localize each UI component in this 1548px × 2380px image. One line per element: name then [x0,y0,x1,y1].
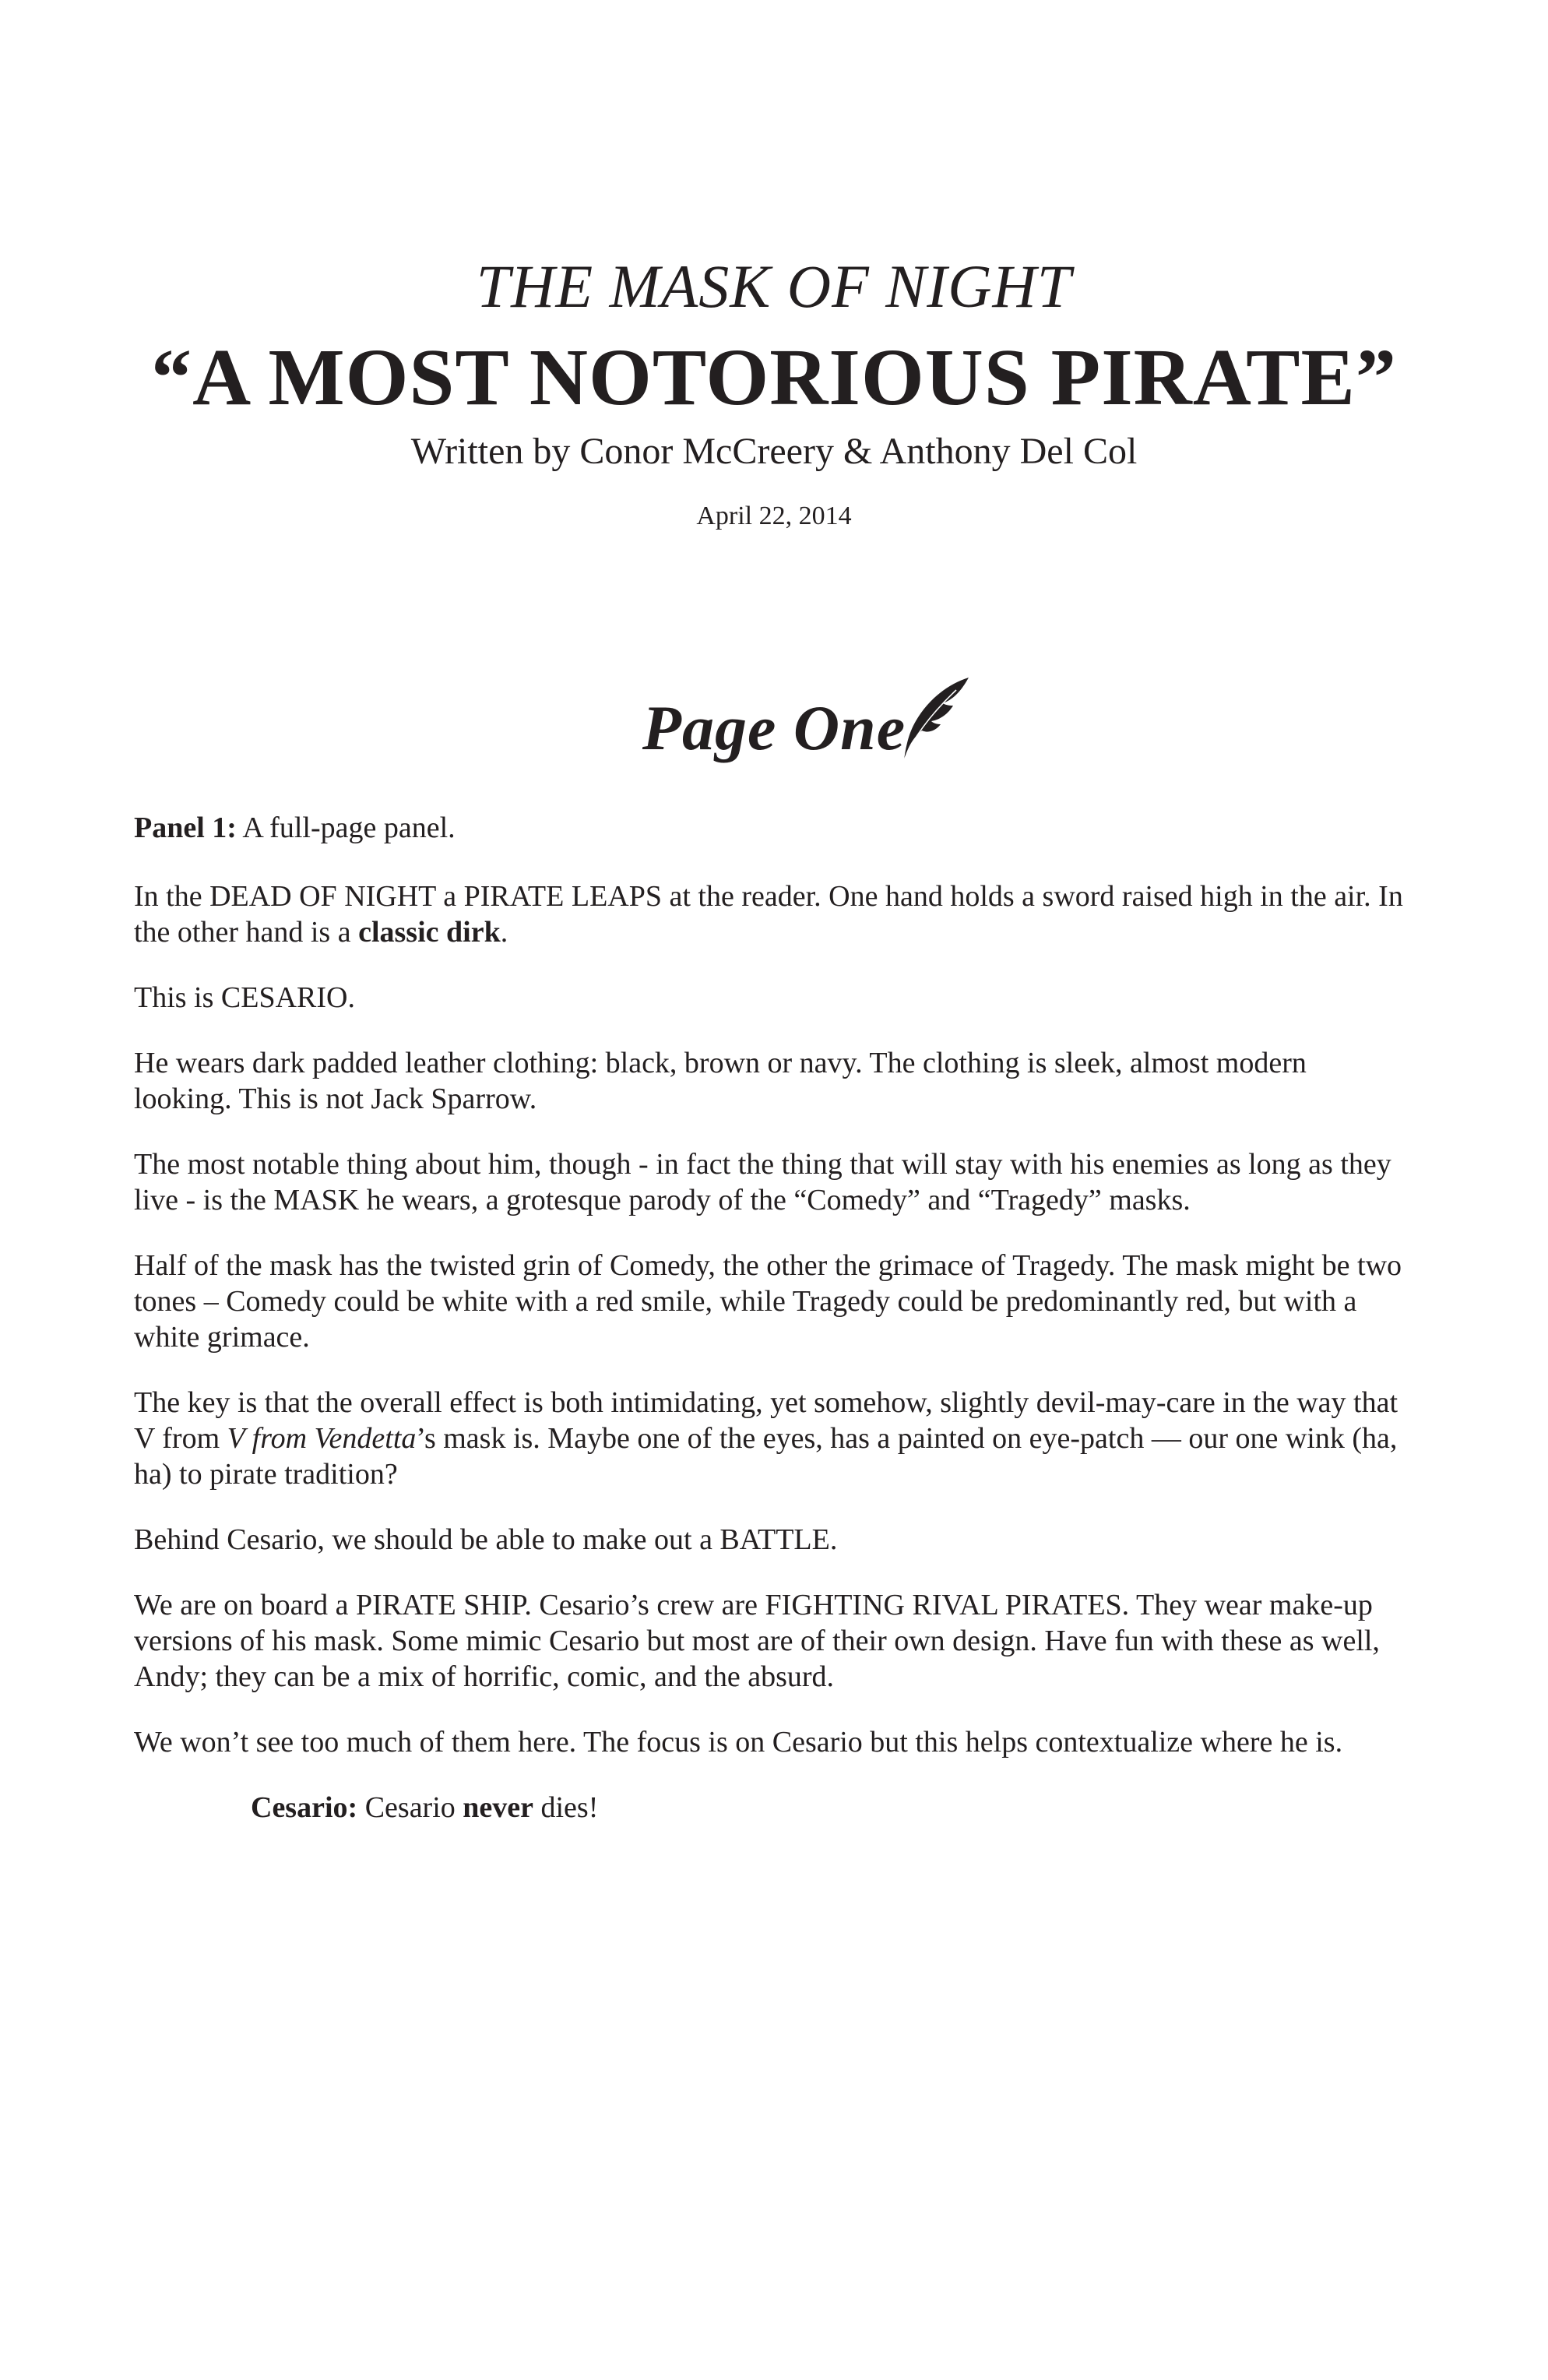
issue-title: “A MOST NOTORIOUS PIRATE” [151,333,1397,422]
paragraph-6-text: The key is that the overall effect is both intimidating, yet somehow, slightly devil-may-care in the way that V from [134,1386,1398,1455]
paragraph-3: He wears dark padded leather clothing: black, brown or navy. The clothing is sleek, almost modern looking. This is not Jack Sparrow. [134,1047,1307,1115]
page-heading-text: Page One [642,692,906,763]
dialogue-emphasis: never [463,1791,533,1824]
dialogue-text: Cesario [357,1791,463,1824]
page-heading [0,685,1548,771]
script-body [134,810,1411,1855]
paragraph-9: We won’t see too much of them here. The focus is on Cesario but this helps contextualize where he is. [134,1726,1343,1759]
dialogue-line [134,1790,1411,1825]
byline: Written by Conor McCreery & Anthony Del Col [410,431,1138,472]
paragraph-4: The most notable thing about him, though - in fact the thing that will stay with his enemies as long as they live - is the MASK he wears, a grotesque parody of the “Comedy” and “Tragedy” masks. [134,1148,1391,1216]
script-date: April 22, 2014 [696,502,852,530]
quill-pen-icon [902,676,972,763]
series-title: THE MASK OF NIGHT [476,252,1072,320]
dialogue-end: dies! [533,1791,599,1824]
paragraph-7: Behind Cesario, we should be able to make out a BATTLE. [134,1523,838,1556]
panel-description: A full-page panel. [236,812,456,844]
paragraph-1-end: . [500,916,508,949]
panel-heading [134,810,1411,846]
dialogue-speaker: Cesario: [251,1791,358,1824]
paragraph-6-end: ’s mask is. Maybe one of the eyes, has a painted on eye-patch — our one wink (ha, ha) to pirate tradition? [134,1422,1398,1491]
paragraph-5: Half of the mask has the twisted grin of Comedy, the other the grimace of Tragedy. The mask might be two tones – Comedy could be white with a red smile, while Tragedy could be predominantly red, but with a white grimace. [134,1249,1402,1354]
paragraph-1 [134,878,1411,950]
paragraph-6 [134,1385,1411,1492]
panel-label: Panel 1: [134,812,237,844]
paragraph-2: This is CESARIO. [134,981,355,1014]
paragraph-6-italic: V from Vendetta [227,1422,417,1455]
paragraph-8: We are on board a PIRATE SHIP. Cesario’s crew are FIGHTING RIVAL PIRATES. They wear make-up versions of his mask. Some mimic Cesario but most are of their own design. Have fun with these as well, Andy; they can be a mix of horrific, comic, and the absurd. [134,1589,1380,1693]
paragraph-1-bold: classic dirk [358,916,501,949]
paragraph-1-text: In the DEAD OF NIGHT a PIRATE LEAPS at the reader. One hand holds a sword raised high in the air. In the other hand is a [134,880,1403,949]
